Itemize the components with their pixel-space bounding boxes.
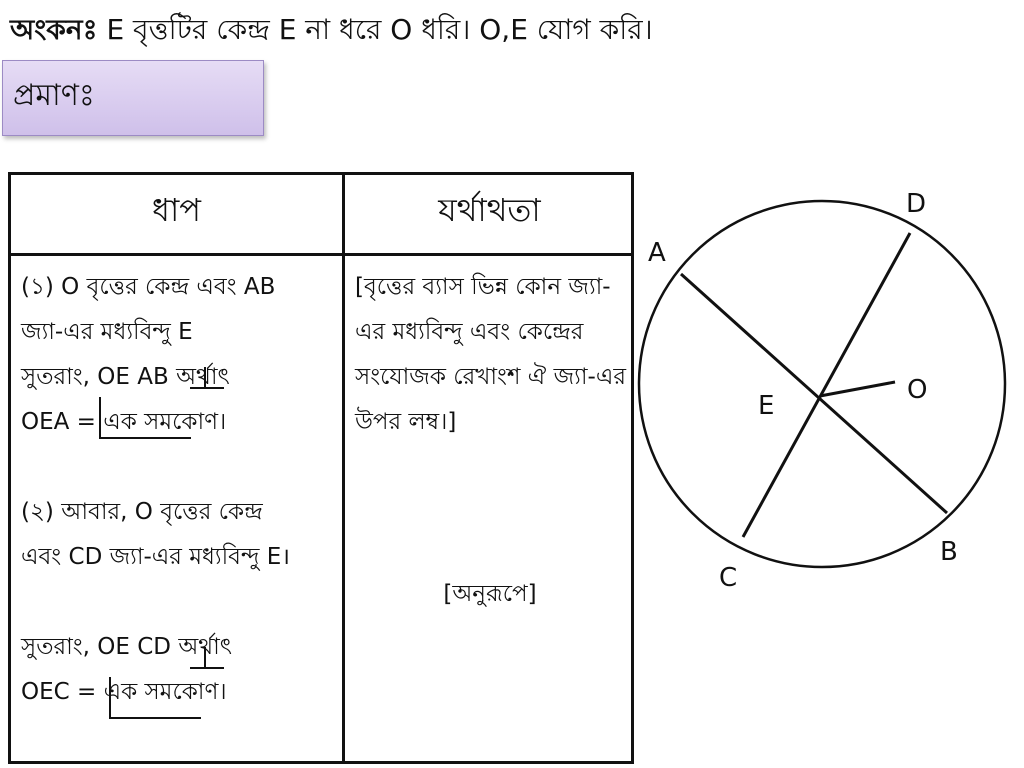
step-line: (২) আবার, O বৃত্তের কেন্দ্র [21, 499, 263, 525]
column-divider [342, 175, 345, 761]
segment-oe [820, 382, 895, 396]
angle-symbol [109, 677, 201, 719]
label-e: E [758, 391, 775, 421]
step-line: OEC = এক সমকোণ। [21, 679, 227, 705]
header-reason: যর্থাথতা [438, 191, 541, 229]
angle-symbol [99, 397, 191, 439]
label-d: D [906, 189, 927, 219]
step-spacer [21, 445, 337, 490]
circle [639, 201, 1005, 567]
label-a: A [648, 238, 666, 268]
step-line: (১) O বৃত্তের কেন্দ্র এবং AB [21, 274, 276, 300]
step-line: জ্যা-এর মধ্যবিন্দু E [21, 319, 193, 345]
header-steps: ধাপ [152, 191, 201, 229]
reason-text: [বৃত্তের ব্যাস ভিন্ন কোন জ্যা-এর মধ্যবিন্দু এবং কেন্দ্রের সংযোজক রেখাংশ ঐ জ্যা-এর উপর লম্ব।] [355, 274, 626, 435]
step-line: সুতরাং, OE AB অর্থাৎ [21, 364, 230, 390]
construction-text: E বৃত্তটির কেন্দ্র E না ধরে O ধরি। O,E যোগ করি। [106, 13, 653, 46]
step-line: OEA = এক সমকোণ। [21, 409, 227, 435]
circle-diagram [630, 176, 1020, 596]
step-line: সুতরাং, OE CD অর্থাৎ [21, 634, 233, 660]
header-divider [11, 253, 631, 256]
label-o: O [907, 375, 928, 405]
perpendicular-symbol-stem [204, 367, 206, 387]
step-spacer [21, 580, 337, 625]
proof-heading-box [2, 60, 264, 136]
reason-column [355, 265, 631, 445]
step-line: এবং CD জ্যা-এর মধ্যবিন্দু E। [21, 544, 290, 570]
construction-label: অংকনঃ [10, 13, 98, 46]
label-b: B [940, 537, 958, 567]
proof-table [8, 172, 634, 764]
reason-similar: [অনুরূপে] [443, 581, 537, 607]
steps-column [21, 265, 337, 715]
label-c: C [719, 563, 738, 593]
perpendicular-symbol [190, 655, 224, 669]
proof-heading: প্রমাণঃ [13, 78, 95, 113]
perpendicular-symbol-stem [204, 647, 206, 667]
construction-line [10, 8, 653, 55]
perpendicular-symbol [190, 375, 224, 389]
